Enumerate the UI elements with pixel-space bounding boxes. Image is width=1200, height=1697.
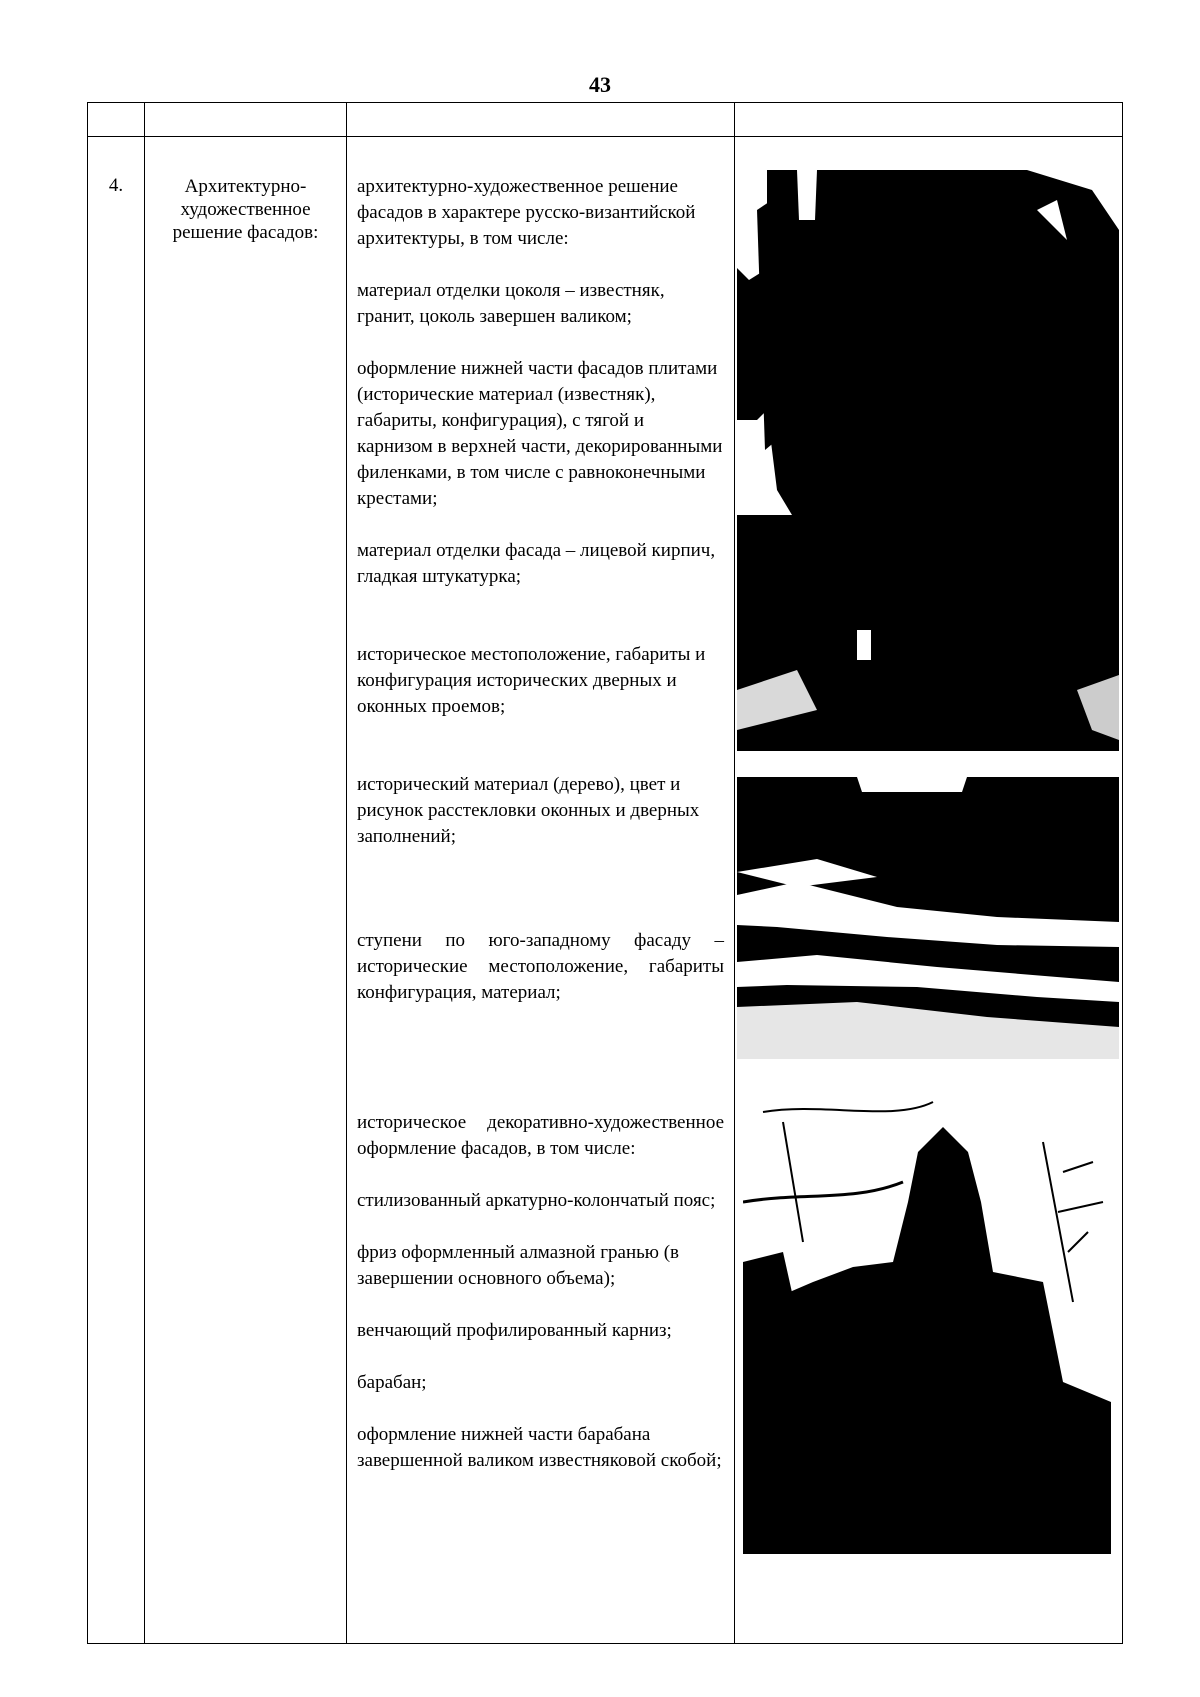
header-cell [88, 103, 145, 137]
description-paragraph: венчающий профилированный карниз; [357, 1320, 672, 1341]
facade-photo-graphic [737, 170, 1119, 751]
table-header-row [88, 103, 1123, 137]
drum-photo-graphic [743, 1082, 1111, 1554]
description-paragraph: ступени по юго-западному фасаду – исторические местоположение, габариты конфигурация, материал; [357, 930, 724, 1003]
header-cell [735, 103, 1123, 137]
description-paragraph: материал отделки цоколя – известняк, гранит, цоколь завершен валиком; [357, 280, 665, 327]
description-paragraph: исторический материал (дерево), цвет и рисунок расстекловки оконных и дверных заполнений; [357, 774, 700, 847]
description-paragraph: фриз оформленный алмазной гранью (в завершении основного объема); [357, 1242, 680, 1289]
description-paragraph: барабан; [357, 1372, 427, 1393]
description-paragraph: материал отделки фасада – лицевой кирпич, гладкая штукатурка; [357, 540, 716, 587]
description-paragraph: оформление нижней части фасадов плитами (исторические материал (известняк), габариты, конфигурация), с тягой и карнизом в верхней части, декорированными филенками, в том числе с равноконечными крестами; [357, 358, 723, 509]
description-paragraph: стилизованный аркатурно-колончатый пояс; [357, 1190, 716, 1211]
steps-photo-graphic [737, 777, 1119, 1059]
row-number: 4. [88, 137, 145, 1644]
steps-photo [737, 777, 1119, 1059]
document-table [87, 102, 1123, 1644]
description-paragraph: историческое местоположение, габариты и конфигурация исторических дверных и оконных проемов; [357, 644, 706, 717]
header-cell [347, 103, 735, 137]
description-paragraph: оформление нижней части барабана завершенной валиком известняковой скобой; [357, 1424, 722, 1471]
page-number: 43 [589, 72, 611, 97]
description-paragraph: историческое декоративно-художественное оформление фасадов, в том числе: [357, 1112, 724, 1159]
drum-photo [743, 1082, 1111, 1554]
facade-photo [737, 170, 1119, 751]
row-description [347, 137, 735, 1644]
row-name: Архитектурно-художественное решение фасадов: [145, 137, 347, 1644]
photos-cell [735, 137, 1123, 1644]
table-row [88, 137, 1123, 1644]
description-paragraph: архитектурно-художественное решение фасадов в характере русско-византийской архитектуры, в том числе: [357, 176, 696, 249]
header-cell [145, 103, 347, 137]
